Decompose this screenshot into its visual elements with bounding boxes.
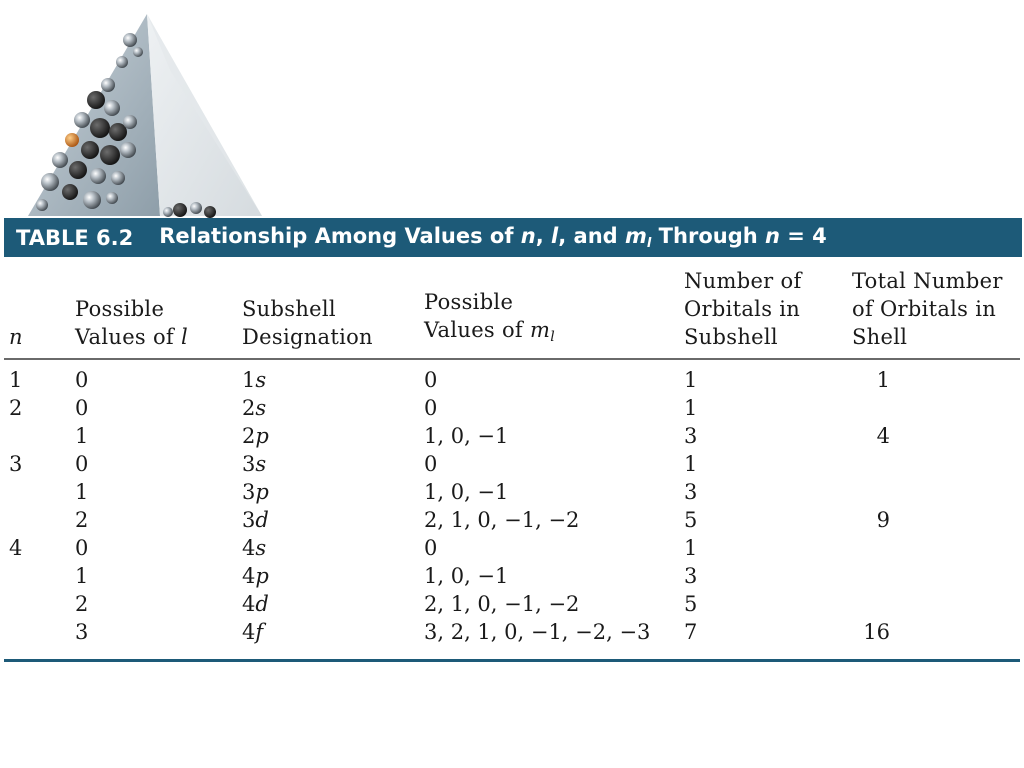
cell-subshell: 4d: [242, 592, 269, 616]
header-l: Possible Values of l: [75, 297, 189, 349]
cell-l: 2: [75, 592, 89, 616]
cell-subshell: 3p: [242, 480, 269, 504]
cell-n: 3: [9, 452, 23, 476]
cell-total: 4: [876, 424, 890, 448]
table-row: [0, 394, 1024, 422]
table-number: TABLE 6.2: [16, 225, 134, 250]
cell-orbitals: 5: [684, 508, 698, 532]
table-row: [0, 618, 1024, 646]
cell-subshell: 4f: [242, 620, 264, 644]
cell-subshell: 2s: [242, 396, 267, 420]
cell-orbitals: 1: [684, 452, 698, 476]
cell-orbitals: 3: [684, 480, 698, 504]
table-row: [0, 366, 1024, 394]
decorative-tetrahedron-image: [0, 0, 280, 218]
cell-l: 0: [75, 536, 89, 560]
cell-l: 0: [75, 396, 89, 420]
cell-orbitals: 3: [684, 564, 698, 588]
cell-n: 2: [9, 396, 23, 420]
cell-l: 1: [75, 424, 89, 448]
header-divider: [4, 358, 1020, 360]
cell-orbitals: 7: [684, 620, 698, 644]
cell-ml: 0: [424, 368, 438, 392]
header-total-orbitals: Total Number of Orbitals in Shell: [852, 269, 1003, 349]
table-body: [0, 366, 1024, 646]
header-n: n: [9, 325, 23, 349]
cell-subshell: 3s: [242, 452, 267, 476]
table-title-bar: [4, 218, 1022, 257]
cell-l: 1: [75, 480, 89, 504]
cell-subshell: 4s: [242, 536, 267, 560]
table-row: [0, 478, 1024, 506]
cell-ml: 3, 2, 1, 0, −1, −2, −3: [424, 620, 651, 644]
cell-total: 16: [863, 620, 890, 644]
cell-ml: 0: [424, 396, 438, 420]
cell-total: 1: [876, 368, 890, 392]
cell-ml: 2, 1, 0, −1, −2: [424, 592, 580, 616]
table-title: Relationship Among Values of n, l, and $m_l$ Through n = 4: [159, 224, 827, 251]
cell-subshell: 1s: [242, 368, 267, 392]
cell-l: 0: [75, 368, 89, 392]
cell-ml: 2, 1, 0, −1, −2: [424, 508, 580, 532]
cell-l: 3: [75, 620, 89, 644]
cell-subshell: 4p: [242, 564, 269, 588]
cell-subshell: 3d: [242, 508, 269, 532]
header-ml: Possible Values of ml: [424, 290, 555, 345]
cell-n: 4: [9, 536, 23, 560]
header-subshell: Subshell Designation: [242, 297, 373, 349]
cell-ml: 1, 0, −1: [424, 564, 509, 588]
table-row: [0, 534, 1024, 562]
table-row: [0, 590, 1024, 618]
table-header: [0, 265, 1024, 359]
cell-ml: 1, 0, −1: [424, 424, 509, 448]
cell-l: 0: [75, 452, 89, 476]
cell-orbitals: 1: [684, 536, 698, 560]
cell-orbitals: 1: [684, 368, 698, 392]
cell-l: 2: [75, 508, 89, 532]
cell-subshell: 2p: [242, 424, 269, 448]
cell-l: 1: [75, 564, 89, 588]
cell-ml: 0: [424, 536, 438, 560]
table-bottom-rule: [4, 659, 1020, 662]
table-row: [0, 422, 1024, 450]
cell-ml: 0: [424, 452, 438, 476]
cell-orbitals: 1: [684, 396, 698, 420]
table-row: [0, 450, 1024, 478]
cell-orbitals: 5: [684, 592, 698, 616]
table-row: [0, 506, 1024, 534]
cell-n: 1: [9, 368, 23, 392]
table-row: [0, 562, 1024, 590]
cell-orbitals: 3: [684, 424, 698, 448]
cell-ml: 1, 0, −1: [424, 480, 509, 504]
cell-total: 9: [876, 508, 890, 532]
header-orbitals-subshell: Number of Orbitals in Subshell: [684, 269, 802, 349]
